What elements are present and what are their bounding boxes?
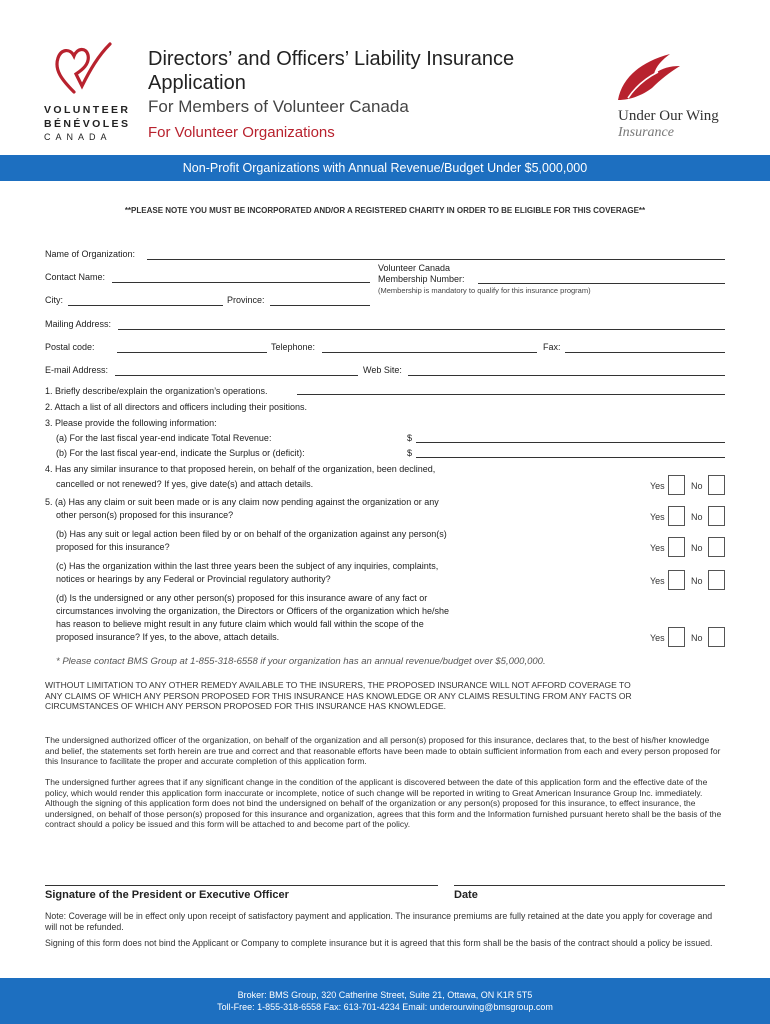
mailing-address-field[interactable] (118, 329, 725, 330)
postal-label: Postal code: (45, 342, 95, 352)
website-field[interactable] (408, 375, 725, 376)
subtitle: For Members of Volunteer Canada (148, 97, 409, 116)
signature-field[interactable] (45, 885, 438, 886)
q5d-yes-checkbox[interactable] (668, 627, 685, 647)
date-field[interactable] (454, 885, 725, 886)
wing-icon (614, 48, 684, 104)
revenue-banner (0, 155, 770, 181)
date-label: Date (454, 889, 478, 901)
question-5a-line1: 5. (a) Has any claim or suit been made or is any claim now pending against the organization or any (45, 497, 439, 507)
question-2: 2. Attach a list of all directors and officers including their positions. (45, 402, 307, 412)
banner-text: Non-Profit Organizations with Annual Revenue/Budget Under $5,000,000 (182, 161, 588, 175)
contact-name-field[interactable] (112, 282, 370, 283)
q5b-no-checkbox[interactable] (708, 537, 725, 557)
footer (0, 978, 770, 1024)
q4-yes-label: Yes (650, 481, 665, 491)
q5c-yes-label: Yes (650, 576, 665, 586)
question-5b-line1: (b) Has any suit or legal action been filed by or on behalf of the organization against any person(s) (56, 529, 447, 539)
question-5d-line2: circumstances involving the organization, the Directors or Officers of the organization which he/she (56, 606, 450, 616)
operations-field[interactable] (297, 394, 725, 395)
paragraph-limitation: WITHOUT LIMITATION TO ANY OTHER REMEDY AVAILABLE TO THE INSURERS, THE PROPOSED INSURANCE WILL NOT AFFORD COVERAGE TO ANY CLAIMS OF WHICH ANY PERSON PROPOSED FOR THIS INSURANCE HAS KNOWLEDGE OR ANY CLAIMS RESULTING FROM ANY FACTS OR CIRCUMSTANCES OF WHICH ANY PERSON PROPOSED FOR THIS INSURANCE HAS KNOWLEDGE. (45, 680, 632, 712)
total-revenue-field[interactable] (416, 442, 725, 443)
title-line2: Application (148, 72, 246, 94)
question-5c-line2: notices or hearings by any Federal or Provincial regulatory authority? (56, 574, 331, 584)
city-label: City: (45, 295, 63, 305)
volunteer-canada-logo (44, 40, 131, 145)
q5b-yes-checkbox[interactable] (668, 537, 685, 557)
province-field[interactable] (270, 305, 370, 306)
q5c-yes-checkbox[interactable] (668, 570, 685, 590)
footer-contact: Toll-Free: 1-855-318-6558 Fax: 613-701-4234 Email: underourwing@bmsgroup.com (217, 1002, 553, 1012)
coverage-note: Note: Coverage will be in effect only upon receipt of satisfactory payment and application. The insurance premiums are fully retained at the date you apply for coverage and will not be refunded. (45, 911, 713, 932)
org-name-field[interactable] (147, 259, 725, 260)
question-3: 3. Please provide the following information: (45, 418, 217, 428)
page-title (148, 47, 514, 95)
question-5c-line1: (c) Has the organization within the last three years been the subject of any inquiries, complaints, (56, 561, 439, 571)
membership-note: (Membership is mandatory to qualify for this insurance program) (378, 286, 591, 295)
footer-address: Broker: BMS Group, 320 Catherine Street, Suite 21, Ottawa, ON K1R 5T5 (237, 990, 533, 1000)
email-field[interactable] (115, 375, 358, 376)
q5d-yes-label: Yes (650, 633, 665, 643)
telephone-label: Telephone: (271, 342, 316, 352)
question-5d-line4: proposed insurance? If yes, to the above, attach details. (56, 632, 280, 642)
q5a-no-checkbox[interactable] (708, 506, 725, 526)
postal-code-field[interactable] (117, 352, 267, 353)
question-5a-line2: other person(s) proposed for this insurance? (56, 510, 234, 520)
paragraph-agreement: The undersigned further agrees that if any significant change in the condition of the applicant is discovered between the date of this application form and the effective date of the policy, which would render this application form inaccurate or incomplete, notice of such change will be reported in writing to Great American Insurance Group Inc. immediately. Although the signing of this application form does not bind the undersigned on behalf of the organization or any person(s) proposed for this insurance, to effect insurance, the undersigned, on behalf of those person(s) proposed for this insurance and organization, agrees that this form and the Information furnished pursuant hereto shall be the basis of the contract should a policy be issued and this form will be attached to and become part of the policy. (45, 777, 722, 830)
website-label: Web Site: (363, 365, 402, 375)
q5a-yes-label: Yes (650, 512, 665, 522)
membership-number-field[interactable] (478, 283, 725, 284)
q4-yes-checkbox[interactable] (668, 475, 685, 495)
q5b-no-label: No (691, 543, 703, 553)
surplus-field[interactable] (416, 457, 725, 458)
q5a-no-label: No (691, 512, 703, 522)
q5a-yes-checkbox[interactable] (668, 506, 685, 526)
mailing-label: Mailing Address: (45, 319, 112, 329)
contact-note: * Please contact BMS Group at 1-855-318-6558 if your organization has an annual revenue/budget over $5,000,000. (56, 656, 546, 667)
question-3a: (a) For the last fiscal year-end indicate Total Revenue: (56, 433, 272, 443)
question-4-line2: cancelled or not renewed? If yes, give date(s) and attach details. (56, 479, 314, 489)
q5d-no-label: No (691, 633, 703, 643)
eligibility-note: **PLEASE NOTE YOU MUST BE INCORPORATED AND/OR A REGISTERED CHARITY IN ORDER TO BE ELIGIBLE FOR THIS COVERAGE** (124, 206, 646, 215)
question-1: 1. Briefly describe/explain the organization’s operations. (45, 386, 268, 396)
logo-line1: VOLUNTEER (44, 104, 131, 116)
q4-no-label: No (691, 481, 703, 491)
province-label: Province: (227, 295, 265, 305)
telephone-field[interactable] (322, 352, 537, 353)
q5d-no-checkbox[interactable] (708, 627, 725, 647)
logo-line3: C A N A D A (44, 132, 109, 142)
subtitle-2: For Volunteer Organizations (148, 124, 335, 141)
q5c-no-label: No (691, 576, 703, 586)
question-5b-line2: proposed for this insurance? (56, 542, 170, 552)
logo-line2: BÉNÉVOLES (44, 118, 131, 130)
signing-note: Signing of this form does not bind the Applicant or Company to complete insurance but it is agreed that this form shall be the basis of the contract should a policy be issued. (45, 938, 713, 948)
dollar-sign-3a: $ (407, 433, 413, 443)
vc-label-line2: Membership Number: (378, 274, 465, 284)
q5c-no-checkbox[interactable] (708, 570, 725, 590)
fax-field[interactable] (565, 352, 725, 353)
vc-label-line1: Volunteer Canada (378, 263, 451, 273)
paragraph-declaration: The undersigned authorized officer of the organization, on behalf of the organization and all person(s) proposed for this insurance, declares that, to the best of his/her knowledge and belief, the statements set forth herein are true and correct and that reasonable efforts have been made to obtain sufficient information from each and every person proposed for this Insurance to facilitate the proper and accurate completion of this application form. (45, 735, 721, 767)
signature-label: Signature of the President or Executive Officer (45, 889, 289, 901)
question-5d-line3: has reason to believe might result in any future claim which would fall within the scope of the (56, 619, 424, 629)
uow-line1: Under Our Wing (618, 108, 719, 124)
q4-no-checkbox[interactable] (708, 475, 725, 495)
contact-name-label: Contact Name: (45, 272, 106, 282)
under-our-wing-logo (612, 48, 732, 148)
city-field[interactable] (68, 305, 223, 306)
fax-label: Fax: (543, 342, 561, 352)
question-5d-line1: (d) Is the undersigned or any other person(s) proposed for this insurance aware of any fact or (56, 593, 428, 603)
email-label: E-mail Address: (45, 365, 109, 375)
title-line1: Directors’ and Officers’ Liability Insurance (148, 48, 515, 70)
uow-line2: Insurance (618, 125, 674, 140)
question-3b: (b) For the last fiscal year-end, indicate the Surplus or (deficit): (56, 448, 305, 458)
dollar-sign-3b: $ (407, 448, 413, 458)
q5b-yes-label: Yes (650, 543, 665, 553)
question-4-line1: 4. Has any similar insurance to that proposed herein, on behalf of the organization, been declined, (45, 464, 436, 474)
org-name-label: Name of Organization: (45, 249, 136, 259)
heart-check-icon (52, 40, 112, 102)
